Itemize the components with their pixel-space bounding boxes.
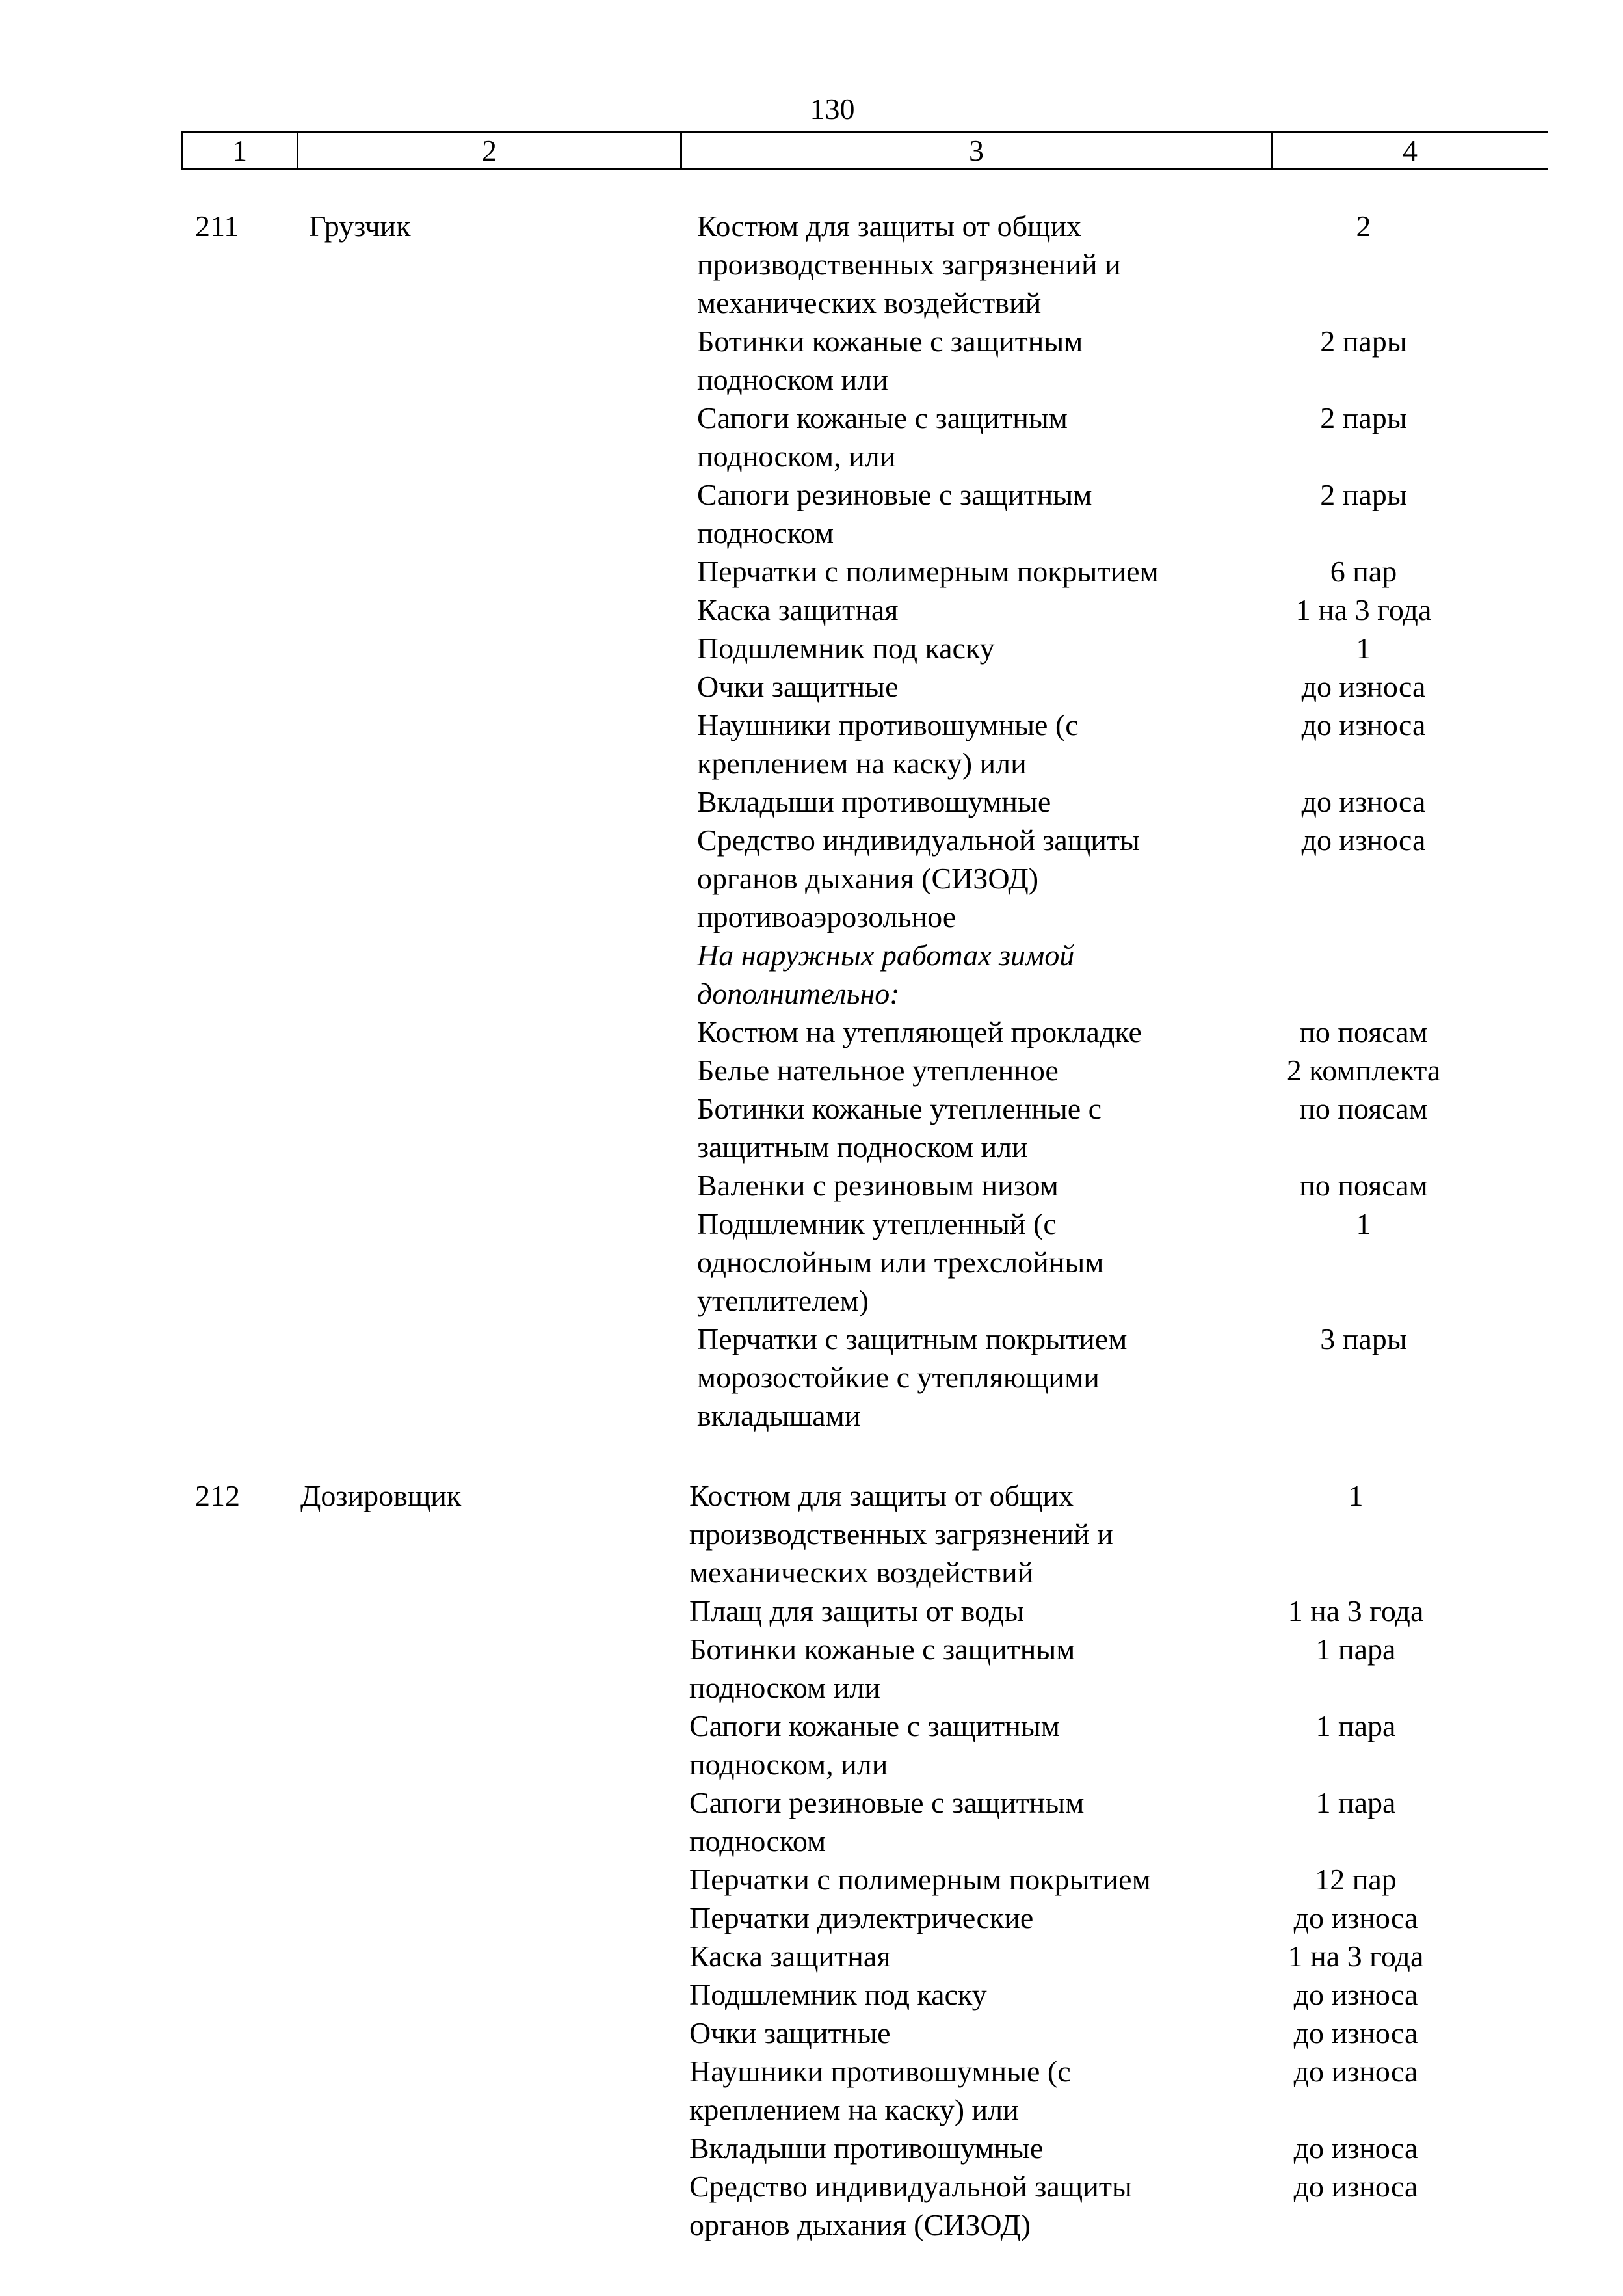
ppe-item-name-line: Костюм для защиты от общих [689, 1479, 1074, 1512]
ppe-item-quantity: 2 комплекта [1286, 1054, 1441, 1087]
ppe-item-name [689, 1592, 1235, 1630]
ppe-item-row [689, 2129, 1563, 2167]
ppe-item-row [697, 629, 1571, 667]
ppe-item-row [697, 1089, 1571, 1166]
ppe-item-name-line: дополнительно: [697, 977, 900, 1010]
ppe-item-name [689, 1476, 1235, 1592]
ppe-item-name [689, 2129, 1235, 2167]
ppe-item-name [689, 2167, 1235, 2244]
header-col-3: 3 [682, 133, 1273, 168]
ppe-item-name-line: Белье нательное утепленное [697, 1054, 1059, 1087]
section-note-row [697, 936, 1571, 1013]
ppe-item-name [689, 1899, 1235, 1937]
ppe-item-name-line: Перчатки диэлектрические [689, 1901, 1034, 1934]
ppe-item-name [689, 1975, 1235, 2014]
ppe-item-quantity: 1 на 3 года [1287, 1594, 1424, 1627]
ppe-item-name-line: подноском или [697, 363, 888, 396]
ppe-item-quantity: до износа [1301, 708, 1426, 741]
ppe-item-quantity: 2 пары [1320, 325, 1407, 358]
ppe-item-name-line: Перчатки с защитным покрытием [697, 1322, 1128, 1355]
ppe-item-row [689, 2167, 1563, 2244]
ppe-item-row [697, 1051, 1571, 1089]
ppe-item-name [697, 782, 1243, 821]
ppe-item-row [697, 591, 1571, 629]
ppe-item-name [689, 1783, 1235, 1860]
ppe-item-name-line: Каска защитная [697, 593, 899, 626]
ppe-item-name-line: Очки защитные [689, 2016, 891, 2049]
ppe-item-quantity: до износа [1293, 1978, 1418, 2011]
ppe-item-row [697, 207, 1571, 322]
ppe-item-quantity: 3 пары [1320, 1322, 1407, 1355]
ppe-item-name [697, 821, 1243, 936]
ppe-item-name-line: На наружных работах зимой [697, 939, 1075, 972]
ppe-item-quantity: 1 на 3 года [1287, 1940, 1424, 1973]
ppe-item-name-line: подноском или [689, 1671, 880, 1704]
ppe-item-name-line: Подшлемник под каску [689, 1978, 987, 2011]
ppe-item-quantity: 1 [1356, 632, 1371, 665]
ppe-item-name-line: Перчатки с полимерным покрытием [697, 555, 1159, 588]
ppe-item-row [697, 399, 1571, 475]
ppe-item-quantity: 1 пара [1315, 1786, 1396, 1819]
ppe-list [697, 207, 1571, 1435]
table-body [0, 207, 1623, 2244]
table-entry [0, 207, 1623, 1435]
ppe-item-name-line: однослойным или трехслойным [697, 1246, 1104, 1279]
ppe-item-quantity: 1 пара [1315, 1633, 1396, 1666]
ppe-item-name [689, 1707, 1235, 1783]
ppe-item-row [697, 552, 1571, 591]
ppe-item-name-line: Наушники противошумные (с [689, 2055, 1071, 2088]
ppe-item-name-line: механических воздействий [689, 1556, 1034, 1589]
ppe-item-name [697, 1320, 1243, 1435]
ppe-item-name [697, 322, 1243, 399]
ppe-item-quantity: до износа [1301, 785, 1426, 818]
ppe-item-name-line: Наушники противошумные (с [697, 708, 1079, 741]
ppe-item-name [689, 1860, 1235, 1899]
ppe-item-quantity: до износа [1293, 2131, 1418, 2165]
ppe-item-name-line: Средство индивидуальной защиты [689, 2170, 1132, 2203]
ppe-item-row [689, 1783, 1563, 1860]
header-col-4: 4 [1403, 134, 1418, 167]
ppe-item-name-line: утеплителем) [697, 1284, 869, 1317]
ppe-item-row [697, 1205, 1571, 1320]
ppe-item-name [697, 475, 1243, 552]
ppe-item-row [697, 821, 1571, 936]
ppe-item-name [697, 1205, 1243, 1320]
ppe-item-name [697, 1013, 1243, 1051]
ppe-item-name-line: Перчатки с полимерным покрытием [689, 1863, 1151, 1896]
ppe-item-name [697, 667, 1243, 706]
ppe-item-name-line: морозостойкие с утепляющими [697, 1361, 1100, 1394]
ppe-item-quantity: 6 пар [1330, 555, 1397, 588]
ppe-item-name-line: подноском [689, 1824, 826, 1858]
table-entry [0, 1476, 1623, 2244]
ppe-item-name-line: Костюм для защиты от общих [697, 209, 1082, 243]
ppe-item-quantity: до износа [1293, 1901, 1418, 1934]
ppe-item-row [697, 706, 1571, 782]
ppe-item-name-line: вкладышами [697, 1399, 861, 1432]
ppe-item-row [689, 1707, 1563, 1783]
ppe-item-name [697, 207, 1243, 322]
ppe-item-row [697, 1166, 1571, 1205]
ppe-item-quantity: до износа [1301, 823, 1426, 857]
ppe-item-quantity: 2 [1356, 209, 1371, 243]
ppe-item-name-line: подноском, или [697, 440, 896, 473]
ppe-item-name-line: Сапоги кожаные с защитным [697, 401, 1068, 434]
ppe-item-name [697, 706, 1243, 782]
job-title: Грузчик [309, 209, 411, 243]
ppe-item-row [689, 1975, 1563, 2014]
ppe-item-quantity: 1 [1356, 1207, 1371, 1240]
ppe-item-name-line: механических воздействий [697, 286, 1042, 319]
ppe-item-name-line: подноском [697, 516, 834, 550]
ppe-item-row [697, 782, 1571, 821]
ppe-item-quantity: по поясам [1299, 1015, 1428, 1048]
ppe-item-quantity: 2 пары [1320, 478, 1407, 511]
ppe-item-name-line: Вкладыши противошумные [697, 785, 1051, 818]
ppe-item-row [689, 1937, 1563, 1975]
ppe-item-name-line: подноском, или [689, 1748, 888, 1781]
entry-number: 212 [195, 1479, 240, 1512]
ppe-item-quantity: 2 пары [1320, 401, 1407, 434]
ppe-item-name-line: Подшлемник под каску [697, 632, 995, 665]
ppe-item-quantity: по поясам [1299, 1092, 1428, 1125]
job-title: Дозировщик [300, 1479, 462, 1512]
ppe-item-name-line: Вкладыши противошумные [689, 2131, 1044, 2165]
ppe-item-name [697, 399, 1243, 475]
ppe-item-name-line: креплением на каску) или [689, 2093, 1019, 2126]
ppe-item-name [697, 552, 1243, 591]
ppe-item-quantity: 1 на 3 года [1295, 593, 1432, 626]
ppe-item-name-line: Ботинки кожаные утепленные с [697, 1092, 1102, 1125]
ppe-item-name-line: Сапоги резиновые с защитным [689, 1786, 1085, 1819]
ppe-item-name [697, 1051, 1243, 1089]
ppe-item-name-line: Плащ для защиты от воды [689, 1594, 1025, 1627]
ppe-item-row [697, 667, 1571, 706]
ppe-item-name [689, 1937, 1235, 1975]
ppe-item-name [689, 2014, 1235, 2052]
ppe-item-name-line: Каска защитная [689, 1940, 891, 1973]
ppe-item-quantity: до износа [1301, 670, 1426, 703]
ppe-item-row [689, 1476, 1563, 1592]
ppe-item-quantity: по поясам [1299, 1169, 1428, 1202]
header-col-1: 1 [183, 133, 298, 168]
ppe-item-row [689, 1592, 1563, 1630]
ppe-item-quantity: до износа [1293, 2016, 1418, 2049]
ppe-item-name-line: Средство индивидуальной защиты [697, 823, 1140, 857]
ppe-item-name [697, 629, 1243, 667]
ppe-item-row [697, 322, 1571, 399]
ppe-item-name-line: Ботинки кожаные с защитным [697, 325, 1083, 358]
ppe-item-name-line: Очки защитные [697, 670, 899, 703]
table-header-row [181, 131, 1548, 170]
header-col-2: 2 [298, 133, 682, 168]
ppe-item-name-line: Подшлемник утепленный (с [697, 1207, 1057, 1240]
ppe-item-quantity: 1 [1348, 1479, 1364, 1512]
ppe-item-name [697, 936, 1243, 1013]
ppe-item-name-line: противоаэрозольное [697, 900, 957, 933]
ppe-list [689, 1476, 1563, 2244]
ppe-item-name-line: Ботинки кожаные с защитным [689, 1633, 1075, 1666]
ppe-item-name [689, 1630, 1235, 1707]
ppe-item-name-line: органов дыхания (СИЗОД) [689, 2208, 1031, 2241]
ppe-item-row [689, 2014, 1563, 2052]
ppe-item-quantity: 12 пар [1315, 1863, 1397, 1896]
ppe-item-name-line: Сапоги кожаные с защитным [689, 1709, 1060, 1742]
ppe-item-name-line: Костюм на утепляющей прокладке [697, 1015, 1142, 1048]
ppe-item-quantity: до износа [1293, 2055, 1418, 2088]
ppe-item-name-line: производственных загрязнений и [689, 1517, 1113, 1551]
ppe-item-name [697, 1089, 1243, 1166]
ppe-item-row [697, 1320, 1571, 1435]
ppe-item-name-line: Валенки с резиновым низом [697, 1169, 1059, 1202]
ppe-item-name-line: креплением на каску) или [697, 747, 1027, 780]
ppe-item-name-line: Сапоги резиновые с защитным [697, 478, 1092, 511]
ppe-item-row [697, 1013, 1571, 1051]
ppe-item-quantity: 1 пара [1315, 1709, 1396, 1742]
ppe-item-name-line: производственных загрязнений и [697, 248, 1121, 281]
ppe-item-row [689, 2052, 1563, 2129]
ppe-item-row [689, 1860, 1563, 1899]
page-number: 130 [810, 92, 855, 126]
ppe-item-name [689, 2052, 1235, 2129]
ppe-item-quantity [1250, 936, 1477, 1013]
ppe-item-quantity: до износа [1293, 2170, 1418, 2203]
ppe-item-name [697, 591, 1243, 629]
entry-number: 211 [195, 209, 239, 243]
ppe-item-name-line: органов дыхания (СИЗОД) [697, 862, 1039, 895]
ppe-item-name-line: защитным подноском или [697, 1130, 1028, 1164]
ppe-item-row [689, 1899, 1563, 1937]
ppe-item-row [689, 1630, 1563, 1707]
ppe-item-row [697, 475, 1571, 552]
ppe-item-name [697, 1166, 1243, 1205]
